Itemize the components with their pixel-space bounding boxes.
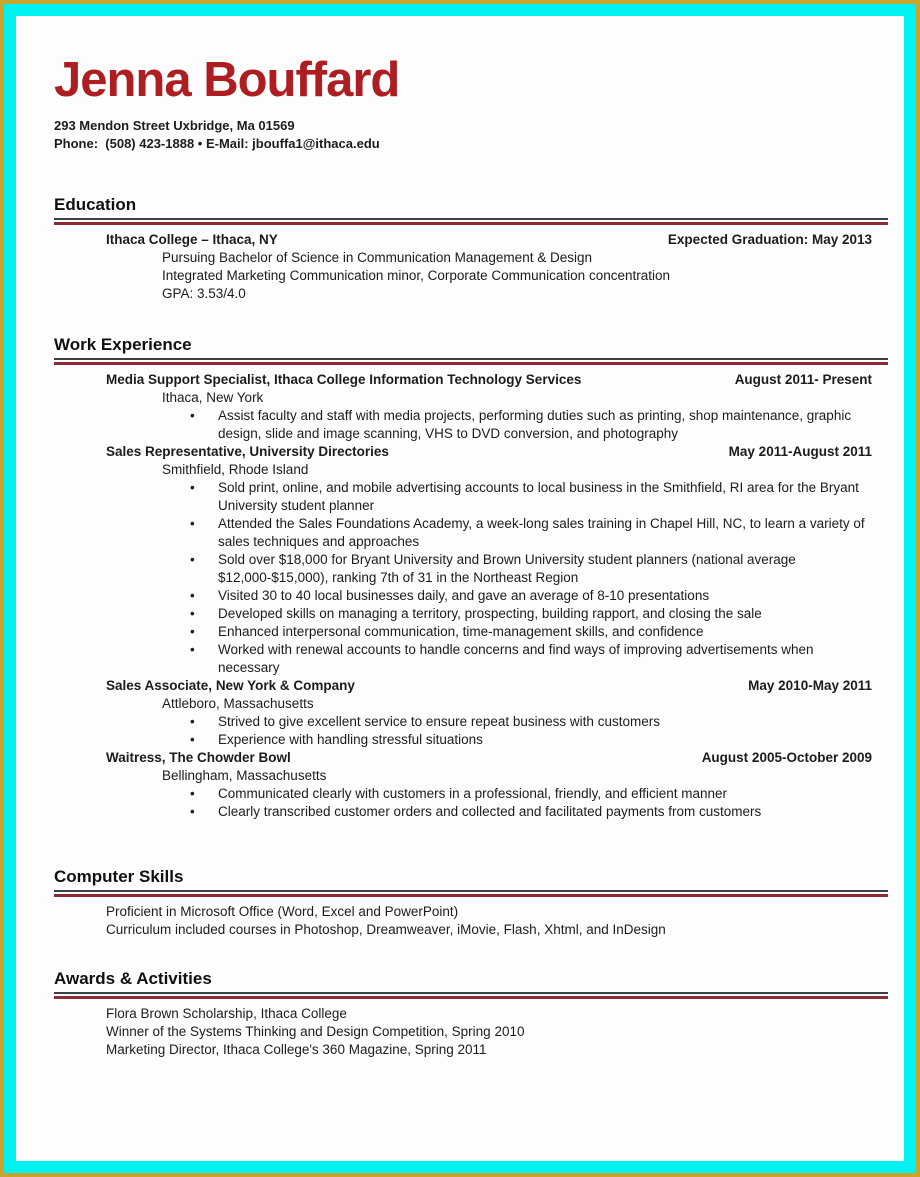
- work-entries: [106, 371, 872, 821]
- education-entry-head: [106, 231, 872, 249]
- resume-header: [54, 53, 888, 153]
- job-bullet: [190, 587, 872, 605]
- job-bullet: [190, 731, 872, 749]
- computer-skills-lines: [106, 903, 872, 939]
- skill-line: Curriculum included courses in Photoshop, Dreamweaver, iMovie, Flash, Xhtml, and InDesign: [106, 922, 666, 937]
- section-work-experience: [54, 335, 888, 821]
- education-line: GPA: 3.53/4.0: [162, 286, 246, 301]
- job-bullet: [190, 803, 872, 821]
- skill-line: Proficient in Microsoft Office (Word, Excel and PowerPoint): [106, 904, 459, 919]
- bullet-icon: •: [190, 408, 195, 423]
- bullet-icon: •: [190, 642, 195, 657]
- section-education: [54, 195, 888, 303]
- job-title: Sales Representative, University Directories: [106, 444, 389, 459]
- education-heading: Education: [54, 195, 137, 214]
- bullet-text: Sold over $18,000 for Bryant University and Brown University student planners (national average $12,000-$15,000), ranking 7th of 31 in the Northeast Region: [218, 552, 796, 585]
- awards-lines: [106, 1005, 872, 1059]
- bullet-icon: •: [190, 804, 195, 819]
- bullet-text: Worked with renewal accounts to handle concerns and find ways of improving advertisements when necessary: [218, 642, 814, 675]
- job-entry-head: [106, 443, 872, 461]
- bullet-text: Communicated clearly with customers in a professional, friendly, and efficient manner: [218, 786, 727, 801]
- job-title: Waitress, The Chowder Bowl: [106, 750, 291, 765]
- job-entry: [106, 749, 872, 821]
- bullet-icon: •: [190, 480, 195, 495]
- job-location: Ithaca, New York: [162, 390, 264, 405]
- job-date: August 2005-October 2009: [701, 750, 872, 765]
- job-bullet: [190, 515, 872, 551]
- person-name: Jenna Bouffard: [54, 53, 400, 107]
- education-entries: [106, 231, 872, 303]
- bullet-text: Developed skills on managing a territory, prospecting, building rapport, and closing the sale: [218, 606, 762, 621]
- awards-heading: Awards & Activities: [54, 969, 212, 988]
- job-bullet: [190, 479, 872, 515]
- job-location: Attleboro, Massachusetts: [162, 696, 314, 711]
- work-heading: Work Experience: [54, 335, 192, 354]
- bullet-text: Attended the Sales Foundations Academy, a week-long sales training in Chapel Hill, NC, to learn a variety of sales techniques and approaches: [218, 516, 865, 549]
- bullet-icon: •: [190, 552, 195, 567]
- section-computer-skills: [54, 867, 888, 939]
- award-line: Flora Brown Scholarship, Ithaca College: [106, 1006, 347, 1021]
- award-line: Marketing Director, Ithaca College's 360 Magazine, Spring 2011: [106, 1042, 487, 1057]
- bullet-text: Visited 30 to 40 local businesses daily, and gave an average of 8-10 presentations: [218, 588, 710, 603]
- job-entry-head: [106, 371, 872, 389]
- bullet-text: Strived to give excellent service to ensure repeat business with customers: [218, 714, 660, 729]
- bullet-icon: •: [190, 624, 195, 639]
- bullet-icon: •: [190, 606, 195, 621]
- job-location: Smithfield, Rhode Island: [162, 462, 309, 477]
- bullet-icon: •: [190, 516, 195, 531]
- section-divider: [54, 890, 888, 897]
- award-line: Winner of the Systems Thinking and Design Competition, Spring 2010: [106, 1024, 525, 1039]
- job-entry: [106, 443, 872, 677]
- bullet-icon: •: [190, 786, 195, 801]
- job-bullet: [190, 785, 872, 803]
- education-line: Pursuing Bachelor of Science in Communication Management & Design: [162, 250, 592, 265]
- job-bullet: [190, 641, 872, 677]
- bullet-text: Assist faculty and staff with media projects, performing duties such as printing, shop maintenance, graphic design, slide and image scanning, VHS to DVD conversion, and photography: [218, 408, 852, 441]
- bullet-text: Sold print, online, and mobile advertising accounts to local business in the Smithfield, RI area for the Bryant University student planner: [218, 480, 859, 513]
- bullet-text: Clearly transcribed customer orders and collected and facilitated payments from customers: [218, 804, 762, 819]
- school-name: Ithaca College – Ithaca, NY: [106, 232, 278, 247]
- job-date: August 2011- Present: [734, 372, 872, 387]
- section-divider: [54, 358, 888, 365]
- job-entry: [106, 371, 872, 443]
- bullet-icon: •: [190, 714, 195, 729]
- job-bullet: [190, 605, 872, 623]
- section-awards-activities: [54, 969, 888, 1059]
- education-line: Integrated Marketing Communication minor, Corporate Communication concentration: [162, 268, 670, 283]
- job-entry: [106, 677, 872, 749]
- job-location: Bellingham, Massachusetts: [162, 768, 327, 783]
- job-bullet: [190, 713, 872, 731]
- job-bullet: [190, 407, 872, 443]
- bullet-icon: •: [190, 588, 195, 603]
- job-entry-head: [106, 677, 872, 695]
- bullet-text: Enhanced interpersonal communication, time-management skills, and confidence: [218, 624, 704, 639]
- job-title: Sales Associate, New York & Company: [106, 678, 355, 693]
- bullet-icon: •: [190, 732, 195, 747]
- resume-content: [16, 16, 904, 1059]
- job-entry-head: [106, 749, 872, 767]
- computer-skills-heading: Computer Skills: [54, 867, 184, 886]
- address-line: 293 Mendon Street Uxbridge, Ma 01569: [54, 118, 295, 133]
- phone-email-line: Phone: (508) 423-1888 • E-Mail: jbouffa1@ithaca.edu: [54, 136, 380, 151]
- job-date: May 2010-May 2011: [748, 678, 872, 693]
- job-title: Media Support Specialist, Ithaca College Information Technology Services: [106, 372, 582, 387]
- job-bullet: [190, 623, 872, 641]
- section-divider: [54, 992, 888, 999]
- section-divider: [54, 218, 888, 225]
- graduation-date: Expected Graduation: May 2013: [667, 232, 872, 247]
- job-date: May 2011-August 2011: [728, 444, 872, 459]
- job-bullet: [190, 551, 872, 587]
- bullet-text: Experience with handling stressful situations: [218, 732, 483, 747]
- page-frame: [4, 4, 916, 1173]
